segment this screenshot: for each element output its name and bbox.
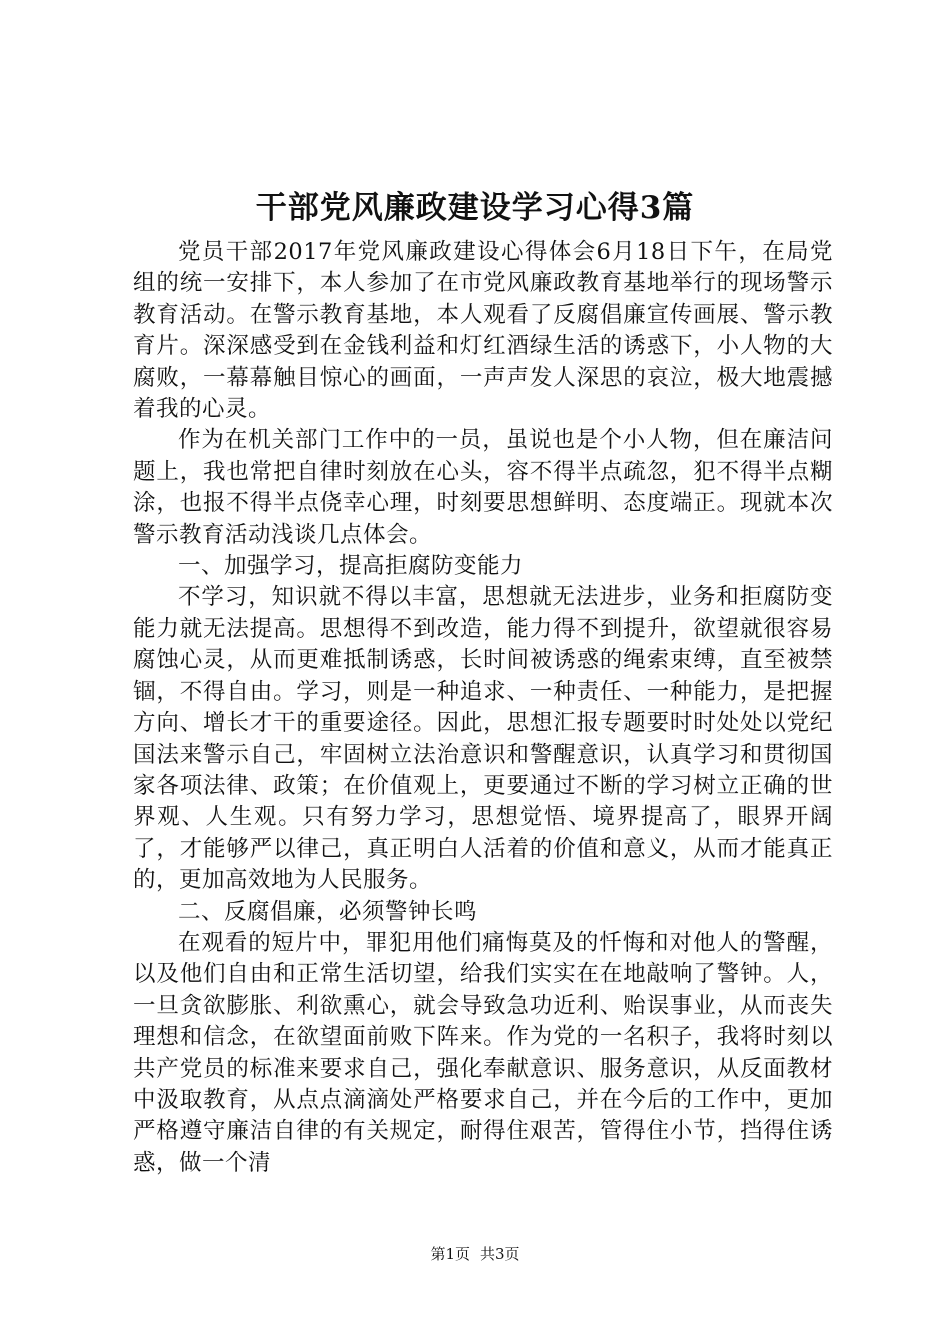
section-heading: 二、反腐倡廉，必须警钟长鸣 [178,898,478,925]
page-count: 共3页 [480,1245,520,1263]
document-title: 干部党风廉政建设学习心得3篇 [255,190,695,226]
paragraph: 党员干部2017年党风廉政建设心得体会6月18日下午，在局党组的统一安排下，本人参加了在市党风廉政教育基地举行的现场警示教育活动。在警示教育基地，本人观看了反腐倡廉宣传画展、警示教育片。深深感受到在金钱利益和灯红酒绿生活的诱惑下，小人物的大腐败，一幕幕触目惊心的画面，一声声发人深思的哀泣，极大地震撼着我的心灵。 [133,239,833,423]
section-heading: 一、加强学习，提高拒腐防变能力 [178,553,524,580]
document-body [133,237,833,1179]
page-number: 第1页 [430,1245,470,1263]
page-footer [0,1244,950,1264]
paragraph: 作为在机关部门工作中的一员，虽说也是个小人物，但在廉洁问题上，我也常把自律时刻放在心头，容不得半点疏忽，犯不得半点糊涂，也报不得半点侥幸心理，时刻要思想鲜明、态度端正。现就本次警示教育活动浅谈几点体会。 [133,427,833,548]
paragraph: 在观看的短片中，罪犯用他们痛悔莫及的忏悔和对他人的警醒，以及他们自由和正常生活切望，给我们实实在在地敲响了警钟。人，一旦贪欲膨胀、利欲熏心，就会导致急功近利、贻误事业，从而丧失理想和信念，在欲望面前败下阵来。作为党的一名积子，我将时刻以共产党员的标准来要求自己，强化奉献意识、服务意识，从反面教材中汲取教育，从点点滴滴处严格要求自己，并在今后的工作中，更加严格遵守廉洁自律的有关规定，耐得住艰苦，管得住小节，挡得住诱惑，做一个清 [133,929,833,1176]
paragraph: 不学习，知识就不得以丰富，思想就无法进步，业务和拒腐防变能力就无法提高。思想得不到改造，能力得不到提升，欲望就很容易腐蚀心灵，从而更难抵制诱惑，长时间被诱惑的绳索束缚，直至被禁锢，不得自由。学习，则是一种追求、一种责任、一种能力，是把握方向、增长才干的重要途径。因此，思想汇报专题要时时处处以党纪国法来警示自己，牢固树立法治意识和警醒意识，认真学习和贯彻国家各项法律、政策；在价值观上，更要通过不断的学习树立正确的世界观、人生观。只有努力学习，思想觉悟、境界提高了，眼界开阔了，才能够严以律己，真正明白人活着的价值和意义，从而才能真正的，更加高效地为人民服务。 [133,584,833,894]
